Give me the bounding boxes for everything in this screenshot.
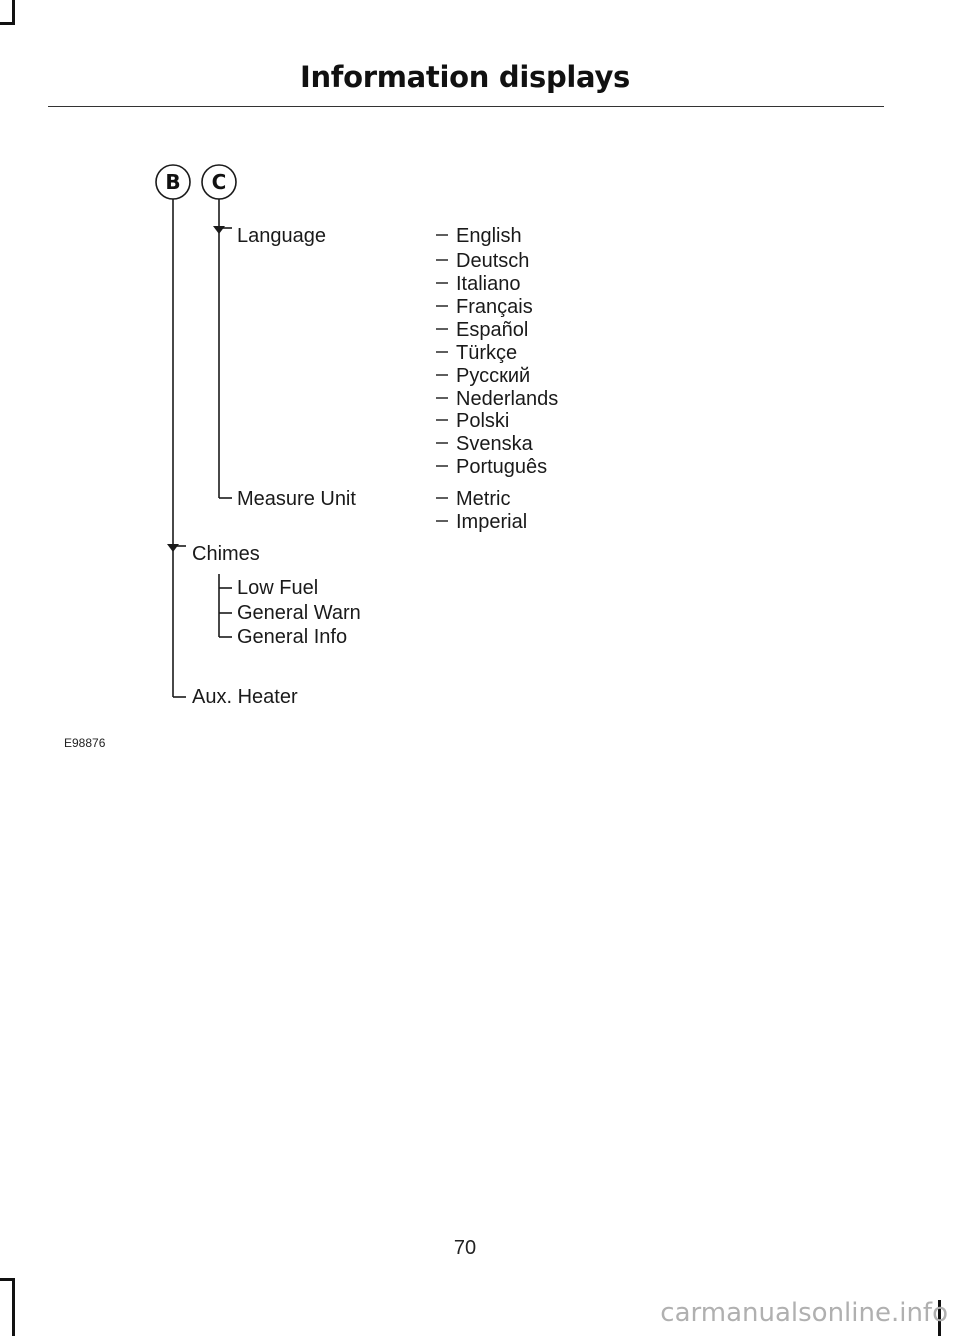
option-italiano: Italiano xyxy=(456,273,521,295)
menu-item-low-fuel: Low Fuel xyxy=(237,577,319,599)
menu-item-general-warn: General Warn xyxy=(237,602,361,624)
figure-code: E98876 xyxy=(64,736,106,750)
menu-item-aux-heater: Aux. Heater xyxy=(192,686,298,708)
option-russian: Русский xyxy=(456,365,531,387)
option-english: English xyxy=(456,225,522,247)
connector-label-b: B xyxy=(165,170,181,194)
crop-mark-bottom-left xyxy=(12,1278,15,1336)
option-polski: Polski xyxy=(456,410,510,432)
watermark: carmanualsonline.info xyxy=(660,1298,948,1328)
option-imperial: Imperial xyxy=(456,511,528,533)
option-portugues: Português xyxy=(456,456,548,478)
menu-item-measure-unit: Measure Unit xyxy=(237,488,356,510)
page-title: Information displays xyxy=(299,60,631,94)
option-francais: Français xyxy=(456,296,533,318)
option-deutsch: Deutsch xyxy=(456,250,530,272)
menu-item-general-info: General Info xyxy=(237,626,348,648)
option-metric: Metric xyxy=(456,488,511,510)
menu-item-language: Language xyxy=(237,225,326,247)
connector-label-c: C xyxy=(211,170,227,194)
option-nederlands: Nederlands xyxy=(456,388,559,410)
page-number: 70 xyxy=(453,1237,477,1259)
option-espanol: Español xyxy=(456,319,529,341)
option-svenska: Svenska xyxy=(456,433,533,455)
crop-mark-bottom-left xyxy=(0,1278,15,1281)
arrow-down-icon xyxy=(167,544,179,552)
menu-item-chimes: Chimes xyxy=(192,543,260,565)
option-turkce: Türkçe xyxy=(456,342,518,364)
arrow-down-icon xyxy=(213,226,225,234)
